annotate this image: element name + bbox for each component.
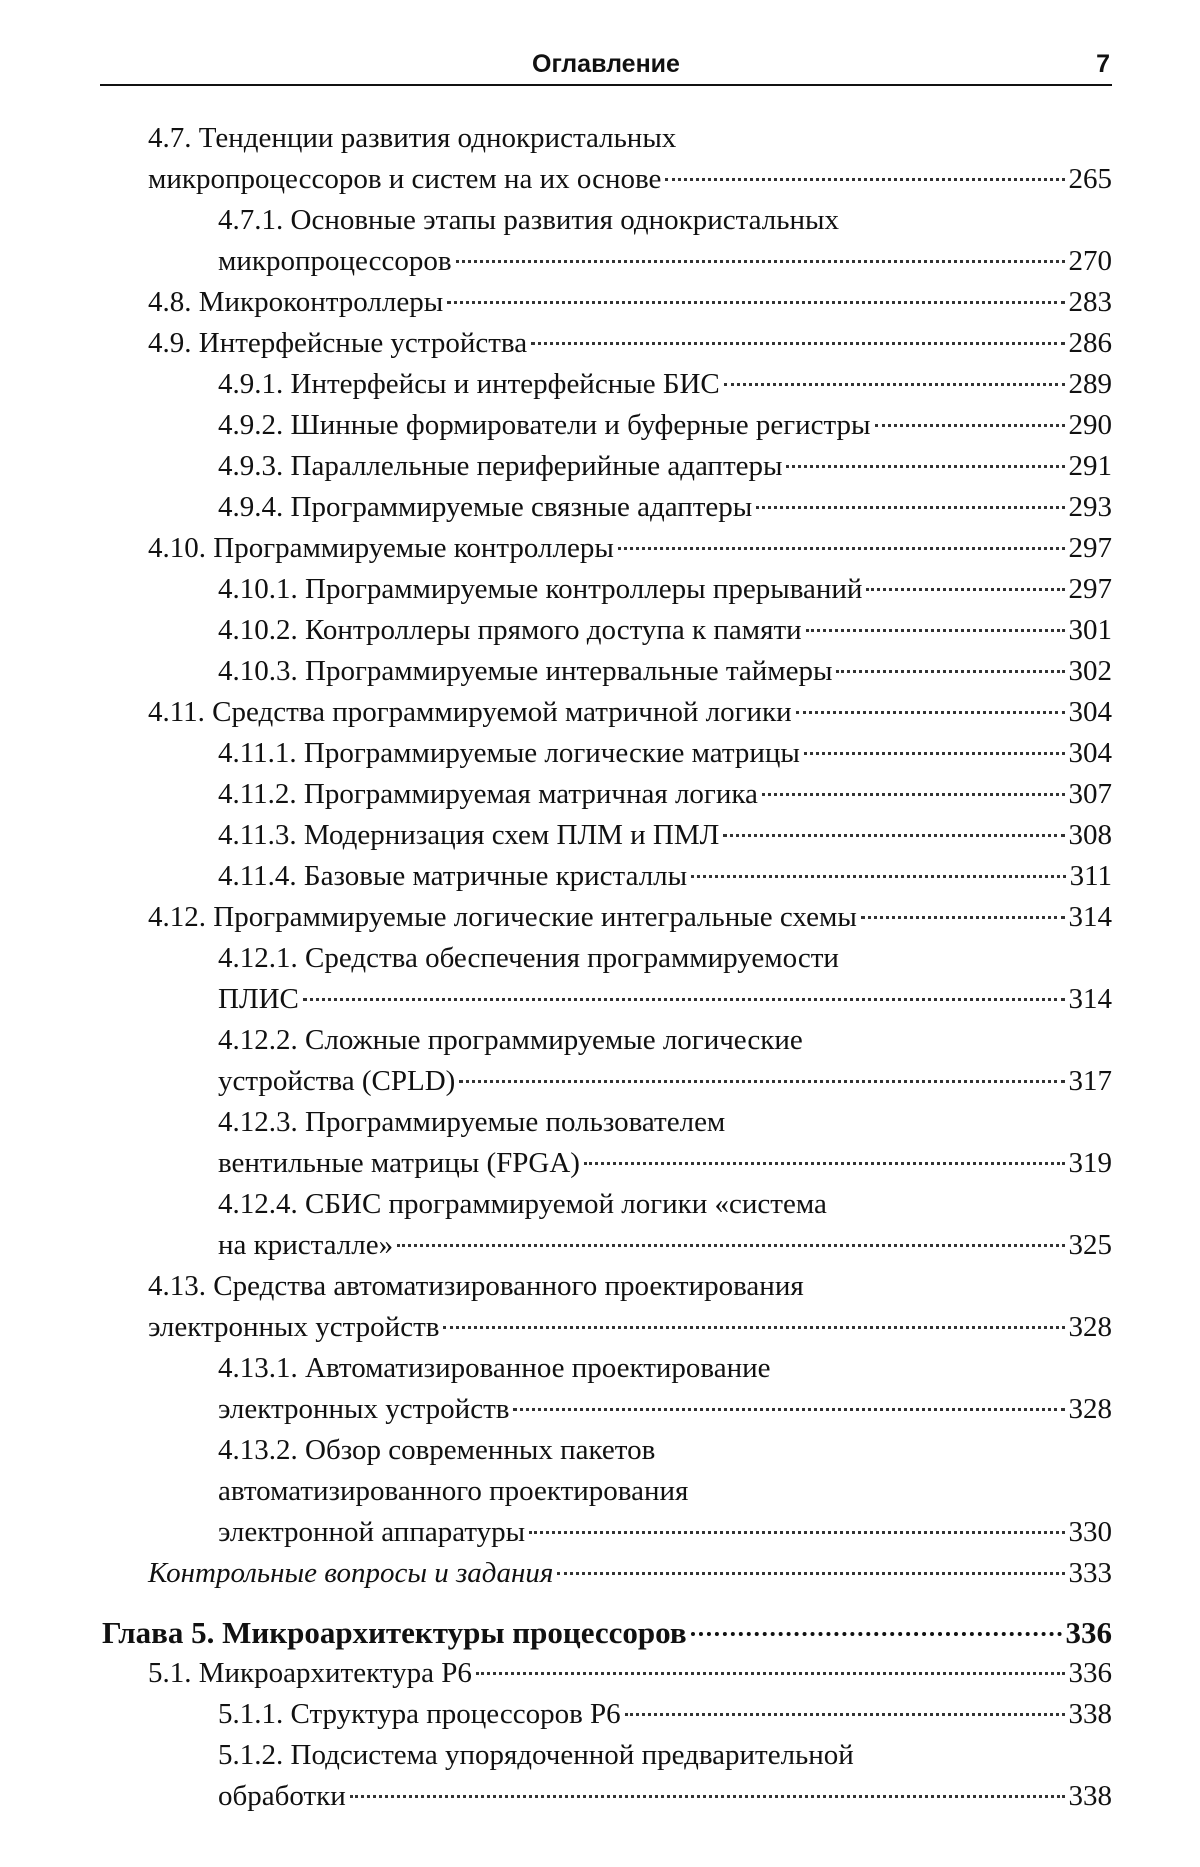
toc-entry-title-line: 4.9.3. Параллельные периферийные адаптеры: [218, 450, 783, 482]
dot-leader: [806, 629, 1065, 632]
toc-entry-title-line: 4.7.1. Основные этапы развития однокристальных: [218, 204, 839, 236]
toc-page-number: 317: [1068, 1065, 1112, 1097]
toc-entry-title-line: электронных устройств: [148, 1311, 440, 1343]
dot-leader: [866, 588, 1064, 591]
toc-entry-title-line: устройства (CPLD): [218, 1065, 456, 1097]
dot-leader: [350, 1795, 1065, 1798]
toc-entry-4-8: [148, 282, 1112, 323]
toc-entry-title-line: 4.10. Программируемые контроллеры: [148, 532, 614, 564]
toc-entry-title-line: 4.12.4. СБИС программируемой логики «система: [218, 1188, 827, 1220]
toc-entry-title-line: вентильные матрицы (FPGA): [218, 1147, 580, 1179]
toc-page-number: 297: [1068, 573, 1112, 605]
dot-leader: [531, 342, 1064, 345]
toc-entry-4-11-4: [218, 856, 1112, 897]
toc-page-number: 304: [1068, 696, 1112, 728]
dot-leader: [665, 178, 1064, 181]
dot-leader: [861, 916, 1065, 919]
toc-entry-title-line: 4.10.2. Контроллеры прямого доступа к памяти: [218, 614, 802, 646]
toc-entry-title-line: автоматизированного проектирования: [218, 1475, 689, 1507]
toc-page-number: 333: [1068, 1557, 1112, 1589]
toc-page-number: 311: [1069, 860, 1112, 892]
toc-entry-title-line: 5.1. Микроархитектура Р6: [148, 1657, 472, 1689]
toc-page-number: 301: [1068, 614, 1112, 646]
toc-entry-title-line: 5.1.2. Подсистема упорядоченной предварительной: [218, 1739, 854, 1771]
toc-page-number: 304: [1068, 737, 1112, 769]
toc-entry-4-10-2: [218, 610, 1112, 651]
dot-leader: [397, 1244, 1064, 1247]
toc-entry-5-1: [148, 1653, 1112, 1694]
toc-entry-title-line: 4.11.1. Программируемые логические матрицы: [218, 737, 800, 769]
toc-entry-title-line: 4.11.3. Модернизация схем ПЛМ и ПМЛ: [218, 819, 720, 851]
toc-entry-title-line: на кристалле»: [218, 1229, 394, 1261]
toc-entry-title-line: 4.9.2. Шинные формирователи и буферные регистры: [218, 409, 871, 441]
toc-entry-title-line: 4.11. Средства программируемой матричной логики: [148, 696, 792, 728]
toc-entry-4-9: [148, 323, 1112, 364]
toc-entry-title-line: 4.9. Интерфейсные устройства: [148, 327, 528, 359]
toc-page-number: 283: [1068, 286, 1112, 318]
toc-page-number: 338: [1068, 1698, 1112, 1730]
toc-entry-title-line: 4.12.1. Средства обеспечения программируемости: [218, 942, 839, 974]
toc-page-number: 291: [1068, 450, 1112, 482]
toc-page-number: 308: [1068, 819, 1112, 851]
toc-entry-5-1-1: [218, 1694, 1112, 1735]
toc-page-number: 336: [1065, 1615, 1112, 1650]
toc-entry-4-12-4: [218, 1184, 1112, 1266]
toc-entry-4-12-1: [218, 938, 1112, 1020]
dot-leader: [529, 1531, 1064, 1534]
dot-leader: [724, 383, 1065, 386]
dot-leader: [447, 301, 1064, 304]
dot-leader: [875, 424, 1065, 427]
toc-entry-title-line: 4.10.1. Программируемые контроллеры прерываний: [218, 573, 863, 605]
toc-entry-title-line: электронной аппаратуры: [218, 1516, 526, 1548]
toc-entry-title-line: электронных устройств: [218, 1393, 510, 1425]
toc-entry-title-line: 4.11.4. Базовые матричные кристаллы: [218, 860, 688, 892]
toc-entry-4-13: [148, 1266, 1112, 1348]
running-head-title: Оглавление: [532, 50, 680, 78]
toc-entry-title-line: 4.7. Тенденции развития однокристальных: [148, 122, 677, 154]
dot-leader: [723, 834, 1064, 837]
toc-entry-title-line: 4.9.4. Программируемые связные адаптеры: [218, 491, 753, 523]
toc-entry-4-13-1: [218, 1348, 1112, 1430]
toc-entry-title-line: 4.12.2. Сложные программируемые логические: [218, 1024, 803, 1056]
toc-entry-title-line: 4.10.3. Программируемые интервальные таймеры: [218, 655, 833, 687]
dot-leader: [804, 752, 1065, 755]
dot-leader: [476, 1672, 1065, 1675]
toc-entry-4-11: [148, 692, 1112, 733]
page-number: 7: [1096, 50, 1110, 78]
toc-entry-4-9-2: [218, 405, 1112, 446]
dot-leader: [557, 1572, 1064, 1575]
toc-page-number: 290: [1068, 409, 1112, 441]
toc-entry-4-11-1: [218, 733, 1112, 774]
dot-leader: [303, 998, 1065, 1001]
toc-page-number: 265: [1068, 163, 1112, 195]
dot-leader: [762, 793, 1065, 796]
toc-page-number: 314: [1068, 901, 1112, 933]
toc-entry-4-10-1: [218, 569, 1112, 610]
toc-page-number: 319: [1068, 1147, 1112, 1179]
dot-leader: [584, 1162, 1065, 1165]
toc-page-number: 289: [1068, 368, 1112, 400]
dot-leader: [756, 506, 1064, 509]
toc-page-number: 307: [1068, 778, 1112, 810]
toc-page-number: 336: [1068, 1657, 1112, 1689]
toc-page-number: 328: [1068, 1311, 1112, 1343]
toc-entry-title-line: ПЛИС: [218, 983, 299, 1015]
dot-leader: [796, 711, 1065, 714]
toc-entry-title-line: 4.13.2. Обзор современных пакетов: [218, 1434, 656, 1466]
toc-entry-4-13-2: [218, 1430, 1112, 1553]
toc-entry-title-line: обработки: [218, 1780, 346, 1812]
toc-page-number: 286: [1068, 327, 1112, 359]
running-head: [100, 44, 1112, 86]
toc-entry-title-line: микропроцессоров и систем на их основе: [148, 163, 662, 195]
toc-entry-title-line: 4.11.2. Программируемая матричная логика: [218, 778, 758, 810]
toc-entry-4-7: [148, 118, 1112, 200]
dot-leader: [691, 875, 1065, 878]
dot-leader: [618, 547, 1065, 550]
toc-page-number: 328: [1068, 1393, 1112, 1425]
toc-entry-4-9-4: [218, 487, 1112, 528]
toc-page-number: 270: [1068, 245, 1112, 277]
toc-entry-4-9-1: [218, 364, 1112, 405]
toc-entry-4-7-1: [218, 200, 1112, 282]
dot-leader: [625, 1713, 1065, 1716]
toc-page-number: 325: [1068, 1229, 1112, 1261]
toc-entry-title-line: 5.1.1. Структура процессоров Р6: [218, 1698, 621, 1730]
toc-entry-title-line: 4.12.3. Программируемые пользователем: [218, 1106, 726, 1138]
toc-entry-5-1-2: [218, 1735, 1112, 1817]
toc-entry-title-line: Глава 5. Микроархитектуры процессоров: [102, 1615, 687, 1650]
dot-leader: [459, 1080, 1064, 1083]
toc-page-number: 293: [1068, 491, 1112, 523]
dot-leader: [691, 1632, 1062, 1636]
dot-leader: [786, 465, 1064, 468]
toc-entry-4-12-2: [218, 1020, 1112, 1102]
toc-page-number: 297: [1068, 532, 1112, 564]
toc-entry-ch4-questions: [148, 1553, 1112, 1594]
dot-leader: [443, 1326, 1064, 1329]
toc-page-number: 338: [1068, 1780, 1112, 1812]
toc-entry-title-line: 4.13.1. Автоматизированное проектирование: [218, 1352, 771, 1384]
toc-entry-title-line: 4.8. Микроконтроллеры: [148, 286, 444, 318]
toc-entry-4-10-3: [218, 651, 1112, 692]
toc-chapter-ch5: [102, 1612, 1112, 1653]
dot-leader: [513, 1408, 1064, 1411]
toc-entry-4-11-2: [218, 774, 1112, 815]
toc-entry-4-12: [148, 897, 1112, 938]
toc-entry-4-10: [148, 528, 1112, 569]
toc-entry-title-line: Контрольные вопросы и задания: [148, 1557, 554, 1589]
toc-entry-title-line: 4.13. Средства автоматизированного проектирования: [148, 1270, 804, 1302]
toc-entry-title-line: 4.12. Программируемые логические интегральные схемы: [148, 901, 857, 933]
toc-entry-4-12-3: [218, 1102, 1112, 1184]
toc-entry-title-line: микропроцессоров: [218, 245, 452, 277]
toc-entry-title-line: 4.9.1. Интерфейсы и интерфейсные БИС: [218, 368, 720, 400]
toc-page-number: 302: [1068, 655, 1112, 687]
dot-leader: [456, 260, 1065, 263]
table-of-contents: [102, 118, 1112, 1817]
dot-leader: [836, 670, 1064, 673]
toc-entry-4-9-3: [218, 446, 1112, 487]
toc-entry-4-11-3: [218, 815, 1112, 856]
toc-page-number: 314: [1068, 983, 1112, 1015]
toc-page-number: 330: [1068, 1516, 1112, 1548]
